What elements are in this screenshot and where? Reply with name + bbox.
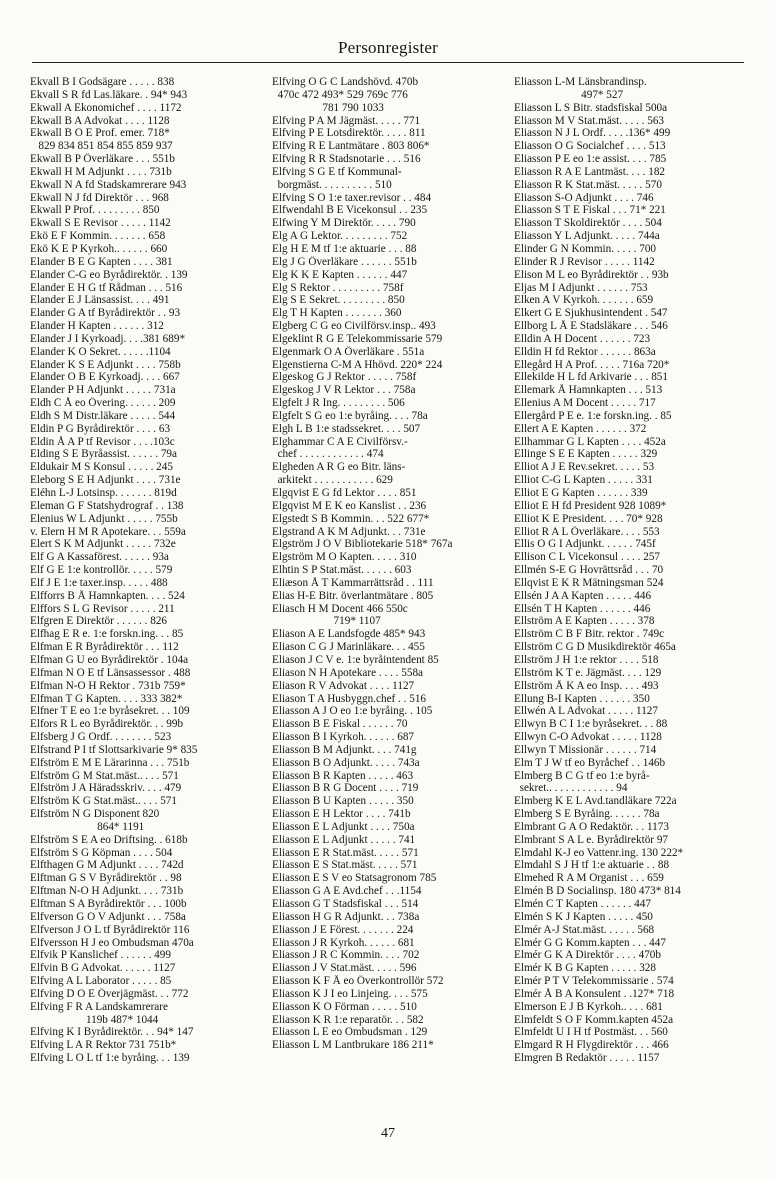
register-entry: Eliasson J R Kyrkoh. . . . . . 681 [272,936,415,949]
register-entry: 781 790 1033 [272,101,384,114]
register-entry: Ekwall B A Advokat . . . . 1128 [30,114,170,127]
register-entry: Elftman S A Byrådirektör . . . 100b [30,898,187,910]
register-entry: Elfthagen G M Adjunkt . . . . 742d [30,859,184,872]
register-entry: Ellemark Å Hamnkapten . . . 513 [514,384,663,397]
register-entry: Ellenius A M Docent . . . . . 717 [514,397,656,410]
register-entry: Elmér G K A Direktör . . . . 470b [514,949,661,962]
register-entry: Elfving K I Byrådirektör. . . 94* 147 [30,1026,194,1039]
register-entry: Elffors S L G Revisor . . . . . 211 [30,602,175,615]
register-entry: Elgeklint R G E Telekommissarie 579 [272,332,443,345]
register-entry: Eliasson R K Stat.mäst. . . . . 570 [514,178,662,191]
register-entry: Elmberg K E L Avd.tandläkare 722a [514,795,677,808]
register-entry: Eliasson O G Socialchef . . . . 513 [514,140,666,153]
register-entry: Elding S E Byråassist. . . . . . 79a [30,448,177,461]
register-entry: Elfgren E Direktör . . . . . . 826 [30,615,168,628]
register-entry: Elfving S G E tf Kommunal- [272,165,402,178]
register-entry: Eliason T A Husbyggn.chef . . 516 [272,692,427,705]
register-entry: Elfving F R A Landskamrerare [30,1000,168,1013]
register-entry: Elander K S E Adjunkt . . . . 758b [30,358,181,371]
register-entry: Elgheden A R G eo Bitr. läns- [272,461,406,474]
register-entry: Eliasson K O Förman . . . . . 510 [272,1000,417,1013]
register-entry: Ekwall S E Revisor . . . . . 1142 [30,217,171,230]
register-entry: Eliasson J E Förest. . . . . . . 224 [272,923,414,936]
register-entry: Eléhn L-J Lotsinsp. . . . . . . 819d [30,487,177,499]
register-entry: Elgstedt S B Kommin. . . 522 677* [272,512,430,525]
register-entry: Elgstrand A K M Adjunkt. . . 731e [272,525,426,538]
register-entry: 864* 1191 [30,820,145,833]
register-column-2 [272,76,508,1052]
register-entry: Elmbrant G A O Redaktör. . . 1173 [514,820,669,833]
register-entry: Elgström J O V Bibliotekarie 518* 767a [272,538,453,551]
register-entry: Elert S K M Adjunkt . . . . . 732e [30,538,176,551]
register-entry: Eliasson B U Kapten . . . . . 350 [272,795,414,808]
register-entry: Elkert G E Sjukhusintendent . 547 [514,307,668,320]
page-number: 47 [381,1126,395,1141]
register-entry: Elgeskog J V R Lektor . . . 758a [272,384,416,397]
register-entry: Ekwall H M Adjunkt . . . . 731b [30,165,172,178]
register-entry: Elg S Rektor . . . . . . . . . 758f [272,281,404,294]
register-entry: Elgqvist M E K eo Kanslist . . 236 [272,499,427,512]
register-entry: Elldin H fd Rektor . . . . . . 863a [514,345,656,358]
register-entry: 829 834 851 854 855 859 937 [30,140,173,153]
register-entry: Eliasson R A E Lantmäst. . . . 182 [514,165,666,178]
register-entry: Elgström M O Kapten. . . . . 310 [272,551,417,564]
register-entry: Ellborg L Å E Stadsläkare . . . 546 [514,320,668,333]
register-entry: Elfstrand P I tf Slottsarkivarie 9* 835 [30,743,198,756]
register-entry: Eliasch H M Docent 466 550c [272,602,408,615]
register-entry: Elfving O G C Landshövd. 470b [272,76,419,88]
register-entry: arkitekt . . . . . . . . . . . 629 [272,474,393,487]
register-entry: Elmerson E J B Kyrkoh.. . . . 681 [514,1000,663,1013]
register-entry: Elmén B D Socialinsp. 180 473* 814 [514,885,681,898]
register-entry: Elmdahl S J H tf 1:e aktuarie . . 88 [514,859,670,872]
register-entry: Ekö K E P Kyrkoh.. . . . . . 660 [30,242,168,255]
register-entry: Elmfeldt S O F Komm.kapten 452a [514,1013,674,1026]
register-entry: Elgqvist E G fd Lektor . . . . 851 [272,487,417,499]
register-entry: Elmér G G Komm.kapten . . . 447 [514,936,666,949]
register-entry: Elfving R E Lantmätare . 803 806* [272,140,430,153]
register-entry: Elfforrs B Å Hamnkapten. . . . 524 [30,589,185,602]
register-entry: Elfner T E eo 1:e byråsekret. . . 109 [30,705,190,718]
register-entry: Elfman T G Kapten. . . . 333 382* [30,692,183,705]
register-entry: Eljas M I Adjunkt . . . . . . 753 [514,281,648,294]
register-entry: Eliasson E S V eo Statsagronom 785 [272,872,437,885]
register-entry: Elmbrant S A L e. Byrådirektör 97 [514,833,669,846]
register-entry: Elfström G M Stat.mäst.. . . . 571 [30,769,179,782]
register-entry: Elgfelt J R Ing. . . . . . . . . 506 [272,397,405,410]
register-entry: Ellström Å K A eo Insp. . . . 493 [514,679,659,692]
register-entry: Elmgard R H Flygdirektör . . . 466 [514,1039,669,1052]
register-entry: Elgenstierna C-M A Hhövd. 220* 224 [272,358,443,371]
register-entry: Ellström C B F Bitr. rektor . 749c [514,628,665,641]
register-entry: Elander H Kapten . . . . . . 312 [30,320,164,333]
register-entry: Elmér P T V Telekommissarie . 574 [514,975,674,988]
register-entry: v. Elern H M R Apotekare. . . 559a [30,525,186,538]
register-entry: Eleman G F Statshydrograf . . 138 [30,499,184,512]
register-entry: Elfström J A Häradsskriv. . . . 479 [30,782,182,795]
register-entry: Eldh S M Distr.läkare . . . . . 544 [30,409,176,422]
register-entry: Eldh C Å eo Övering. . . . . . 209 [30,397,176,410]
register-entry: Eldukair M S Konsul . . . . . 245 [30,461,173,474]
register-entry: Eliasson T Skoldirektör . . . . 504 [514,217,662,230]
register-entry: 497* 527 [514,88,624,101]
register-entry: Elinder R J Revisor . . . . . 1142 [514,255,655,268]
register-entry: Elander C-G eo Byrådirektör. . 139 [30,268,188,281]
register-entry: Elmgren B Redaktör . . . . . 1157 [514,1052,660,1065]
register-entry: Ellegård H A Prof. . . . . 716a 720* [514,358,670,371]
register-entry: Eliasson E L Adjunkt . . . . 750a [272,820,415,833]
register-entry: Eliason R V Advokat . . . . 1127 [272,679,415,692]
register-entry: Elgfelt S G eo 1:e byråing. . . . 78a [272,409,428,422]
register-entry: 719* 1107 [272,615,381,628]
register-entry: Eliasson H G R Adjunkt. . . 738a [272,910,420,923]
register-entry: Elg H E M tf 1:e aktuarie . . . 88 [272,242,417,255]
register-entry: Elfman N-O H Rektor . 731b 759* [30,679,186,692]
register-entry: Ekwall P Prof. . . . . . . . . 850 [30,204,160,217]
register-entry: Ekwall N A fd Stadskamrerare 943 [30,178,187,191]
register-entry: Elftman G S V Byrådirektör . . 98 [30,872,182,885]
register-entry: Elander K O Sekret. . . . . .1104 [30,345,171,358]
register-entry: Eliasson P E eo 1:e assist. . . . 785 [514,153,667,166]
register-entry: Elfström N G Disponent 820 [30,808,160,821]
register-entry: Elmér Å B A Konsulent . .127* 718 [514,987,675,1000]
register-entry: Eleborg S E H Adjunkt . . . . 731e [30,474,181,487]
register-entry: chef . . . . . . . . . . . . 474 [272,448,384,461]
register-entry: Ellström K T e. Jägmäst. . . . 129 [514,666,662,679]
register-entry: Eliasson B M Adjunkt. . . . 741g [272,743,417,756]
register-entry: Elliot E G Kapten . . . . . . 339 [514,487,648,499]
register-entry: Elliot A J E Rev.sekret. . . . . 53 [514,461,655,474]
register-entry: Eliasson K F Å eo Överkontrollör 572 [272,975,444,988]
register-column-3 [514,76,750,1065]
register-entry: Elfström S E A eo Driftsing. . 618b [30,833,188,846]
register-entry: Eliasson G T Stadsfiskal . . . 514 [272,898,419,910]
register-entry: Elmér A-J Stat.mäst. . . . . . 568 [514,923,655,936]
register-entry: Elander P H Adjunkt . . . . . 731a [30,384,176,397]
register-entry: Eldin P G Byrådirektör . . . . 63 [30,422,171,435]
register-entry: Eliasson E R Stat.mäst. . . . . 571 [272,846,419,859]
register-entry: Ekö E F Kommin. . . . . . . 658 [30,230,166,243]
register-entry: Eliasson J V Stat.mäst. . . . . 596 [272,962,417,975]
register-entry: Elf G A Kassaförest. . . . . . 93a [30,551,169,564]
register-entry: Ellert A E Kapten . . . . . . 372 [514,422,647,435]
register-entry: Elhtin S P Stat.mäst. . . . . . 603 [272,564,412,577]
register-entry: Elldin A H Docent . . . . . . 723 [514,332,651,345]
register-entry: Ellström C G D Musikdirektör 465a [514,641,676,654]
register-entry: Eliasson E L Adjunkt . . . . . 741 [272,833,416,846]
register-entry: Ellwyn T Missionär . . . . . . 714 [514,743,657,756]
register-entry: Ellison C L Vicekonsul . . . . 257 [514,551,661,564]
register-entry: Eliasson J R C Kommin. . . . 702 [272,949,420,962]
register-entry: Elfving R R Stadsnotarie . . . 516 [272,153,421,166]
register-entry: Elias H-E Bitr. överlantmätare . 805 [272,589,434,602]
register-entry: sekret.. . . . . . . . . . . . 94 [514,782,628,795]
register-entry: Eliasson L S Bitr. stadsfiskal 500a [514,101,668,114]
register-column-1 [30,76,266,1065]
register-entry: Ekvall B I Godsägare . . . . . 838 [30,76,175,88]
register-entry: Eliasson M V Stat.mäst. . . . . 563 [514,114,665,127]
register-entry: Eliasson L-M Länsbrandinsp. [514,76,647,88]
register-entry: 470c 472 493* 529 769c 776 [272,88,408,101]
register-entry: Ekvall S R fd Las.läkare. . 94* 943 [30,88,188,101]
register-entry: Eliasson L M Lantbrukare 186 211* [272,1039,434,1052]
register-entry: Eliasson B R Kapten . . . . . 463 [272,769,414,782]
register-entry: Ellwyn C-O Advokat . . . . . 1128 [514,731,662,744]
register-entry: Elander B E G Kapten . . . . 381 [30,255,173,268]
register-entry: Elmér K B G Kapten . . . . . 328 [514,962,656,975]
register-entry: Elmén C T Kapten . . . . . . 447 [514,898,651,910]
register-entry: Elfwendahl B E Vicekonsul . . 235 [272,204,428,217]
register-entry: Ekwall B P Överläkare . . . 551b [30,153,175,166]
register-entry: Eliasson B O Adjunkt. . . . . 743a [272,756,420,769]
register-entry: Eliasson B I Kyrkoh. . . . . . 687 [272,731,415,744]
register-entry: Elf G E 1:e kontrollör. . . . . 579 [30,564,173,577]
register-entry: Elfwing Y M Direktör. . . . . 790 [272,217,416,230]
register-entry: Elander E J Länsassist. . . . 491 [30,294,170,307]
register-entry: Elgenmark O A Överläkare . 551a [272,345,425,358]
register-entry: Elfving L A R Rektor 731 751b* [30,1039,177,1052]
register-entry: Ekwall A Ekonomichef . . . . 1172 [30,101,182,114]
register-entry: Eliasson L E eo Ombudsman . 129 [272,1026,428,1039]
register-entry: Elm T J W tf eo Byråchef . . 146b [514,756,666,769]
register-entry: Elfman E R Byrådirektör . . . 112 [30,641,179,654]
register-entry: Elg K K E Kapten . . . . . . 447 [272,268,408,281]
register-entry: Elliot C-G L Kapten . . . . . 331 [514,474,653,487]
register-entry: Eliason J C V e. 1:e byråintendent 85 [272,653,439,666]
register-entry: Ellmén S-E G Hovrättsråd . . . 70 [514,564,664,577]
register-entry: Ellekilde H L fd Arkivarie . . . 851 [514,371,668,384]
register-entry: Elfving A L Laborator . . . . . 85 [30,975,172,988]
register-entry: Ellis O G I Adjunkt. . . . . . 745f [514,538,656,551]
register-entry: Elfman G U eo Byrådirektör . 104a [30,653,189,666]
register-entry: Eliasson N J L Ordf. . . . .136* 499 [514,127,671,140]
register-entry: Elfström E M E Lärarinna . . . 751b [30,756,190,769]
register-entry: Eliasson B R G Docent . . . . 719 [272,782,419,795]
register-entry: Eliasson Y L Adjunkt. . . . . 744a [514,230,660,243]
register-entry: Ellsén J A A Kapten . . . . . 446 [514,589,652,602]
register-entry: Eliasson B E Fiskal . . . . . . 70 [272,718,408,731]
register-entry: Ellung B-I Kapten . . . . . . 350 [514,692,650,705]
register-entry: Elftman N-O H Adjunkt. . . . 731b [30,885,184,898]
register-entry: Eldin Å A P tf Revisor . . . .103c [30,435,175,448]
page-title: Personregister [337,38,439,57]
register-entry: Elg J G Överläkare . . . . . . 551b [272,255,417,268]
register-entry: Elander O B E Kyrkoadj. . . . 667 [30,371,180,384]
register-entry: Elmdahl K-J eo Vattenr.ing. 130 222* [514,846,684,859]
register-entry: Elander E H G tf Rådman . . . 516 [30,281,183,294]
register-entry: Eliasson S-O Adjunkt . . . . 746 [514,191,654,204]
register-entry: Elfström K G Stat.mäst.. . . . 571 [30,795,177,808]
register-entry: Eliason A E Landsfogde 485* 943 [272,628,426,641]
register-entry: Elgeskog G J Rektor . . . . . 758f [272,371,417,384]
register-entry: Elfving P E Lotsdirektör. . . . . 811 [272,127,426,140]
register-entry: Elfving P A M Jägmäst. . . . . 771 [272,114,421,127]
register-entry: Elfverson G O V Adjunkt . . . 758a [30,910,186,923]
register-entry: Elken A V Kyrkoh. . . . . . . 659 [514,294,654,307]
register-entry: Ellwyn B C I 1:e byråsekret. . . 88 [514,718,668,731]
register-entry: Elfverson J O L tf Byrådirektör 116 [30,923,190,936]
register-entry: Elinder G N Kommin. . . . . 700 [514,242,657,255]
register-entry: Elg A G Lektor. . . . . . . . . 752 [272,230,408,243]
register-entry: Elmberg B C G tf eo 1:e byrå- [514,769,650,782]
register-entry: Elgberg C G eo Civilförsv.insp.. 493 [272,320,436,333]
register-entry: Ekwall N J fd Direktör . . . 968 [30,191,169,204]
register-entry: 119b 487* 1044 [30,1013,159,1026]
register-entry: Elmfeldt U I H tf Postmäst. . . 560 [514,1026,668,1039]
register-entry: Elmén S K J Kapten . . . . . 450 [514,910,653,923]
register-entry: Eliason N H Apotekare . . . . 558a [272,666,423,679]
register-entry: Ellström J H 1:e rektor . . . . 518 [514,653,659,666]
register-entry: Ekwall B O E Prof. emer. 718* [30,127,170,140]
register-entry: Eliasson A J O eo 1:e byråing. . 105 [272,705,433,718]
register-entry: Elfors R L eo Byrådirektör. . . 99b [30,718,184,731]
register-entry: Elfving D O E Överjägmäst. . . 772 [30,987,189,1000]
register-entry: Ellqvist E K R Mätningsman 524 [514,576,664,589]
register-entry: Elfvin B G Advokat. . . . . . 1127 [30,962,176,975]
register-entry: Elfhag E R e. 1:e forskn.ing. . . 85 [30,628,184,641]
register-entry: Elgh L B 1:e stadssekret. . . . 507 [272,422,421,435]
register-entry: Elander J I Kyrkoadj. . . .381 689* [30,332,186,345]
register-entry: Elmehed R A M Organist . . . 659 [514,872,664,885]
register-entry: Elfman N O E tf Länsassessor . 488 [30,666,191,679]
register-entry: Eliasson S T E Fiskal . . . 71* 221 [514,204,666,217]
register-entry: Ellinge S E E Kapten . . . . . 329 [514,448,658,461]
register-entry: Elg T H Kapten . . . . . . . 360 [272,307,402,320]
register-entry: Elfversson H J eo Ombudsman 470a [30,936,194,949]
register-entry: Elfström S G Köpman . . . . 504 [30,846,173,859]
register-entry: Eliasson G A E Avd.chef . . .1154 [272,885,422,898]
register-entry: Elfsberg J G Ordf. . . . . . . . 523 [30,731,172,744]
register-entry: Elison M L eo Byrådirektör . . 93b [514,268,669,281]
register-entry: Elander G A tf Byrådirektör . . 93 [30,307,181,320]
register-entry: Ellergård P E e. 1:e forskn.ing. . 85 [514,409,672,422]
register-entry: Ellwén A L Advokat . . . . . 1127 [514,705,658,718]
register-entry: Eliasson K J I eo Linjeing. . . . 575 [272,987,428,1000]
register-entry: Elfving S O 1:e taxer.revisor . . 484 [272,191,432,204]
register-entry: Elenius W L Adjunkt . . . . . 755b [30,512,178,525]
register-entry: Eliason C G J Marinläkare. . . 455 [272,641,425,654]
register-entry: Elghammar C A E Civilförsv.- [272,435,408,448]
register-columns [30,76,748,1116]
register-entry: Elliot R A L Överläkare. . . . 553 [514,525,660,538]
register-entry: Ellsén T H Kapten . . . . . . 446 [514,602,651,615]
register-entry: borgmäst. . . . . . . . . . 510 [272,178,392,191]
register-entry: Eliasson E H Lektor . . . . 741b [272,808,411,821]
register-entry: Eliasson K R 1:e reparatör. . . 582 [272,1013,424,1026]
register-entry: Eliæson Å T Kammarrättsråd . . 111 [272,576,434,589]
register-entry: Elg S E Sekret. . . . . . . . . 850 [272,294,405,307]
register-entry: Elfving L O L tf 1:e byråing. . . 139 [30,1052,190,1065]
register-entry: Elf J E 1:e taxer.insp. . . . . 488 [30,576,168,589]
register-entry: Elliot E H fd President 928 1089* [514,499,667,512]
register-entry: Elfvik P Kanslichef . . . . . . 499 [30,949,171,962]
register-entry: Ellhammar G L Kapten . . . . 452a [514,435,666,448]
register-entry: Ellström A E Kapten . . . . . 378 [514,615,655,628]
header-rule [32,62,744,63]
register-entry: Eliasson E S Stat.mäst. . . . . 571 [272,859,418,872]
register-entry: Elliot K E President. . . . 70* 928 [514,512,663,525]
register-entry: Elmberg S E Byråing. . . . . . 78a [514,808,660,821]
